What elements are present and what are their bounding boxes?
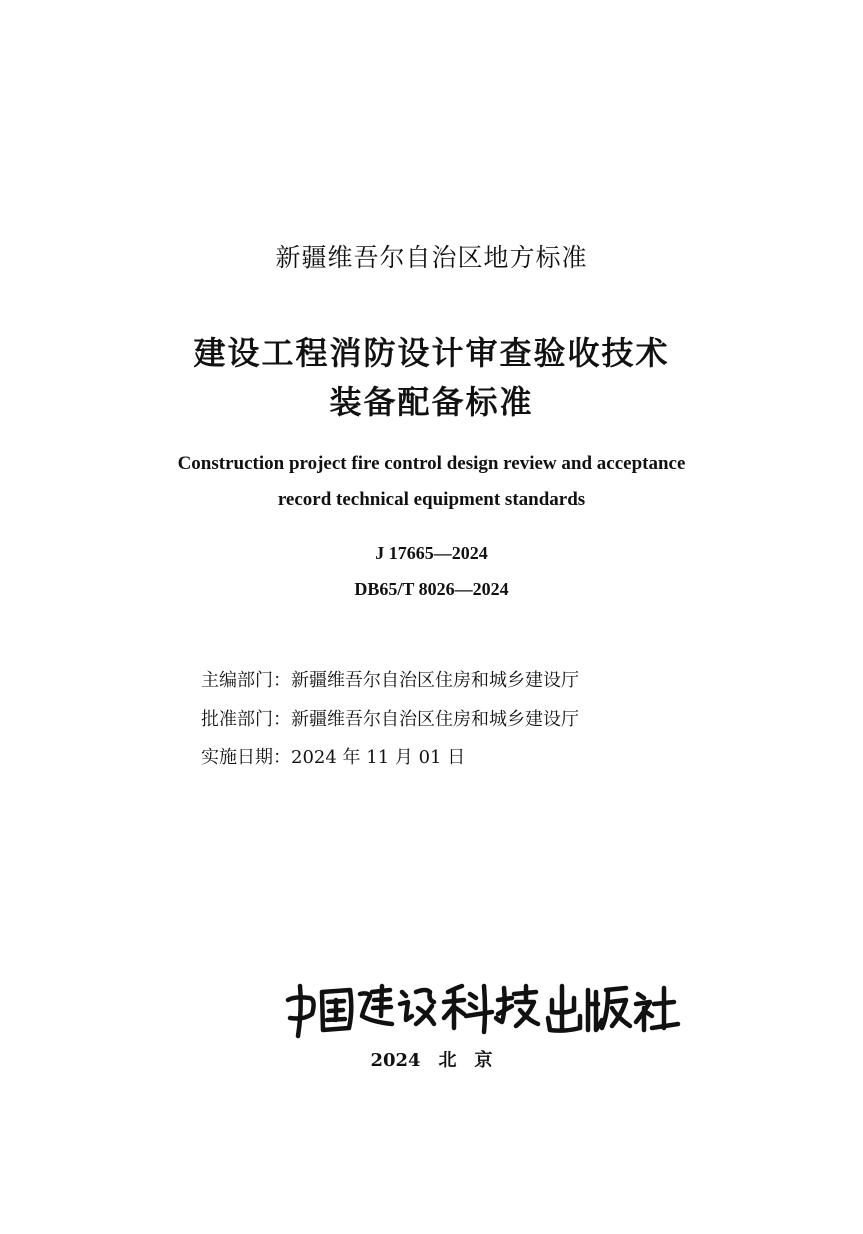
standard-category: 新疆维吾尔自治区地方标准 bbox=[275, 243, 588, 272]
editor-department: 主编部门：新疆维吾尔自治区住房和城乡建设厅 bbox=[201, 670, 579, 691]
publication-place-year: 2024 北 京 bbox=[370, 1050, 493, 1071]
approver-department: 批准部门：新疆维吾尔自治区住房和城乡建设厅 bbox=[201, 709, 579, 730]
standard-number: DB65/T 8026—2024 bbox=[354, 579, 509, 599]
title-cn-line-2: 装备配备标准 bbox=[329, 383, 534, 421]
publisher-logo bbox=[0, 978, 863, 1046]
title-cn-line-1: 建设工程消防设计审查验收技术 bbox=[193, 334, 670, 372]
record-number: J 17665—2024 bbox=[375, 543, 488, 563]
title-en-line-1: Construction project fire control design review and acceptance bbox=[177, 453, 686, 474]
effective-date: 实施日期：2024 年 11 月 01 日 bbox=[201, 747, 466, 768]
title-en-line-2: record technical equipment standards bbox=[277, 489, 586, 510]
